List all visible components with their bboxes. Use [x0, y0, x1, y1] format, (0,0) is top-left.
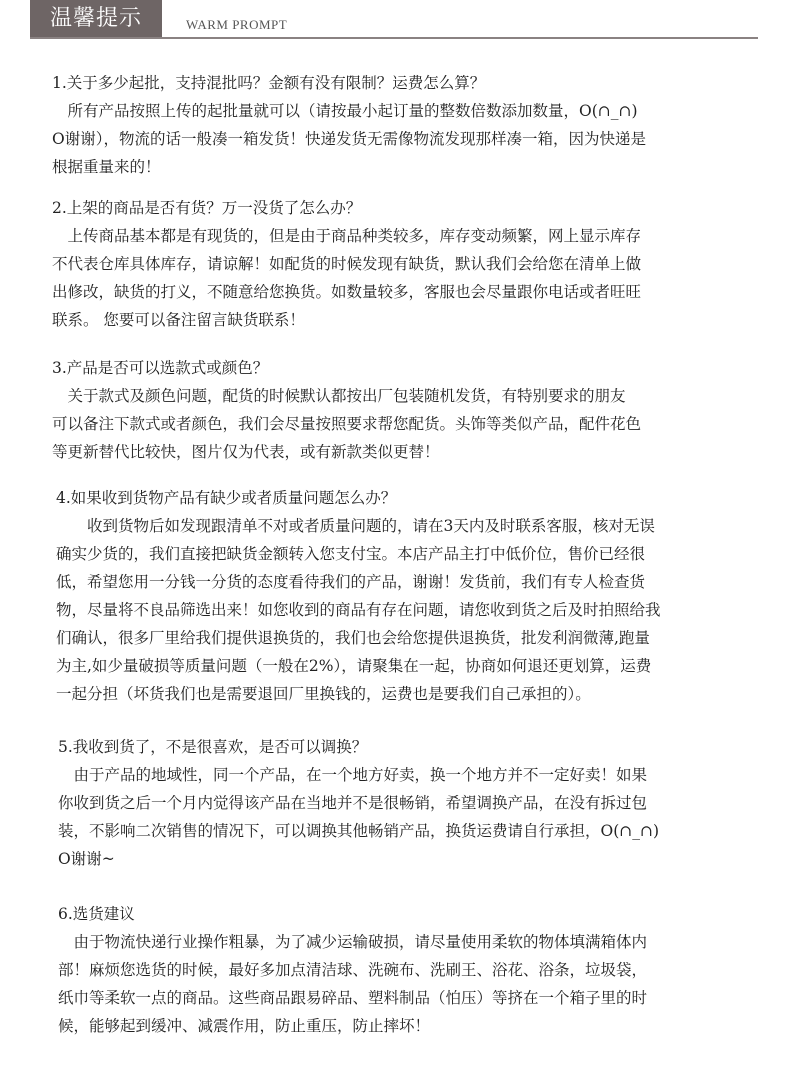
faq-answer-line: 由于物流快递行业操作粗暴，为了减少运输破损，请尽量使用柔软的物体填满箱体内: [58, 933, 648, 951]
faq-question-6: 6.选货建议: [58, 905, 135, 923]
faq-answer-line: 你收到货之后一个月内觉得该产品在当地并不是很畅销，希望调换产品，在没有拆过包: [58, 794, 648, 812]
faq-answer-line: 由于产品的地域性，同一个产品，在一个地方好卖，换一个地方并不一定好卖！如果: [58, 766, 648, 784]
faq-section-5: [58, 733, 758, 873]
faq-answer-4: [56, 512, 756, 708]
faq-answer-line: 根据重量来的！: [52, 158, 161, 176]
faq-answer-1: [52, 97, 752, 181]
faq-section-6: [58, 900, 758, 1040]
faq-answer-line: O谢谢~: [58, 850, 115, 868]
faq-answer-line: 等更新替代比较快，图片仅为代表，或有新款类似更替！: [52, 443, 440, 461]
faq-answer-line: 装，不影响二次销售的情况下，可以调换其他畅销产品，换货运费请自行承担，O(∩_∩): [58, 822, 660, 840]
faq-section-2: [52, 194, 752, 334]
faq-answer-line: 所有产品按照上传的起批量就可以（请按最小起订量的整数倍数添加数量，O(∩_∩): [52, 102, 638, 120]
faq-answer-line: 确实少货的，我们直接把缺货金额转入您支付宝。本店产品主打中低价位，售价已经很: [56, 545, 646, 563]
faq-answer-line: 物，尽量将不良品筛选出来！如您收到的商品有存在问题，请您收到货之后及时拍照给我: [56, 601, 661, 619]
faq-answer-line: O谢谢），物流的话一般凑一箱发货！快递发货无需像物流发现那样凑一箱，因为快递是: [52, 130, 646, 148]
faq-answer-line: 上传商品基本都是有现货的，但是由于商品种类较多，库存变动频繁，网上显示库存: [52, 227, 642, 245]
faq-section-4: [56, 484, 756, 708]
faq-question-4: 4.如果收到货物产品有缺少或者质量问题怎么办？: [56, 489, 397, 507]
faq-answer-line: 部！麻烦您选货的时候，最好多加点清洁球、洗碗布、洗刷王、浴花、浴条，垃圾袋，: [58, 961, 648, 979]
faq-question-2: 2.上架的商品是否有货？万一没货了怎么办？: [52, 199, 362, 217]
faq-answer-line: 们确认，很多厂里给我们提供退换货的，我们也会给您提供退换货，批发利润微薄,跑量: [56, 629, 650, 647]
faq-answer-2: [52, 222, 752, 334]
faq-section-3: [52, 354, 752, 466]
header-subtitle: WARM PROMPT: [186, 17, 288, 32]
faq-answer-3: [52, 382, 752, 466]
faq-answer-line: 一起分担（坏货我们也是需要退回厂里换钱的，运费也是要我们自己承担的）。: [56, 685, 591, 703]
faq-answer-line: 不代表仓库具体库存，请谅解！如配货的时候发现有缺货，默认我们会给您在清单上做: [52, 255, 642, 273]
header-title: 温馨提示: [30, 0, 162, 38]
faq-question-5: 5.我收到货了，不是很喜欢，是否可以调换？: [58, 738, 368, 756]
faq-answer-line: 低，希望您用一分钱一分货的态度看待我们的产品，谢谢！发货前，我们有专人检查货: [56, 573, 646, 591]
faq-question-1: 1.关于多少起批，支持混批吗？金额有没有限制？运费怎么算？: [52, 74, 486, 92]
faq-answer-line: 关于款式及颜色问题，配货的时候默认都按出厂包装随机发货，有特别要求的朋友: [52, 387, 626, 405]
header: [30, 0, 758, 38]
faq-answer-line: 出修改，缺货的打义，不随意给您换货。如数量较多，客服也会尽量跟你电话或者旺旺: [52, 283, 642, 301]
faq-answer-6: [58, 928, 758, 1040]
faq-section-1: [52, 69, 752, 181]
faq-question-3: 3.产品是否可以选款式或颜色？: [52, 359, 269, 377]
faq-answer-line: 为主,如少量破损等质量问题（一般在2%），请聚集在一起，协商如何退还更划算，运费: [56, 657, 652, 675]
faq-answer-line: 收到货物后如发现跟清单不对或者质量问题的，请在3天内及时联系客服，核对无误: [56, 517, 655, 535]
faq-answer-line: 联系。 您要可以备注留言缺货联系！: [52, 311, 305, 329]
faq-answer-line: 纸巾等柔软一点的商品。这些商品跟易碎品、塑料制品（怕压）等挤在一个箱子里的时: [58, 989, 648, 1007]
faq-answer-line: 可以备注下款式或者颜色，我们会尽量按照要求帮您配货。头饰等类似产品，配件花色: [52, 415, 642, 433]
faq-answer-line: 候，能够起到缓冲、减震作用，防止重压，防止摔坏！: [58, 1017, 431, 1035]
faq-answer-5: [58, 761, 758, 873]
header-divider: [30, 37, 758, 39]
